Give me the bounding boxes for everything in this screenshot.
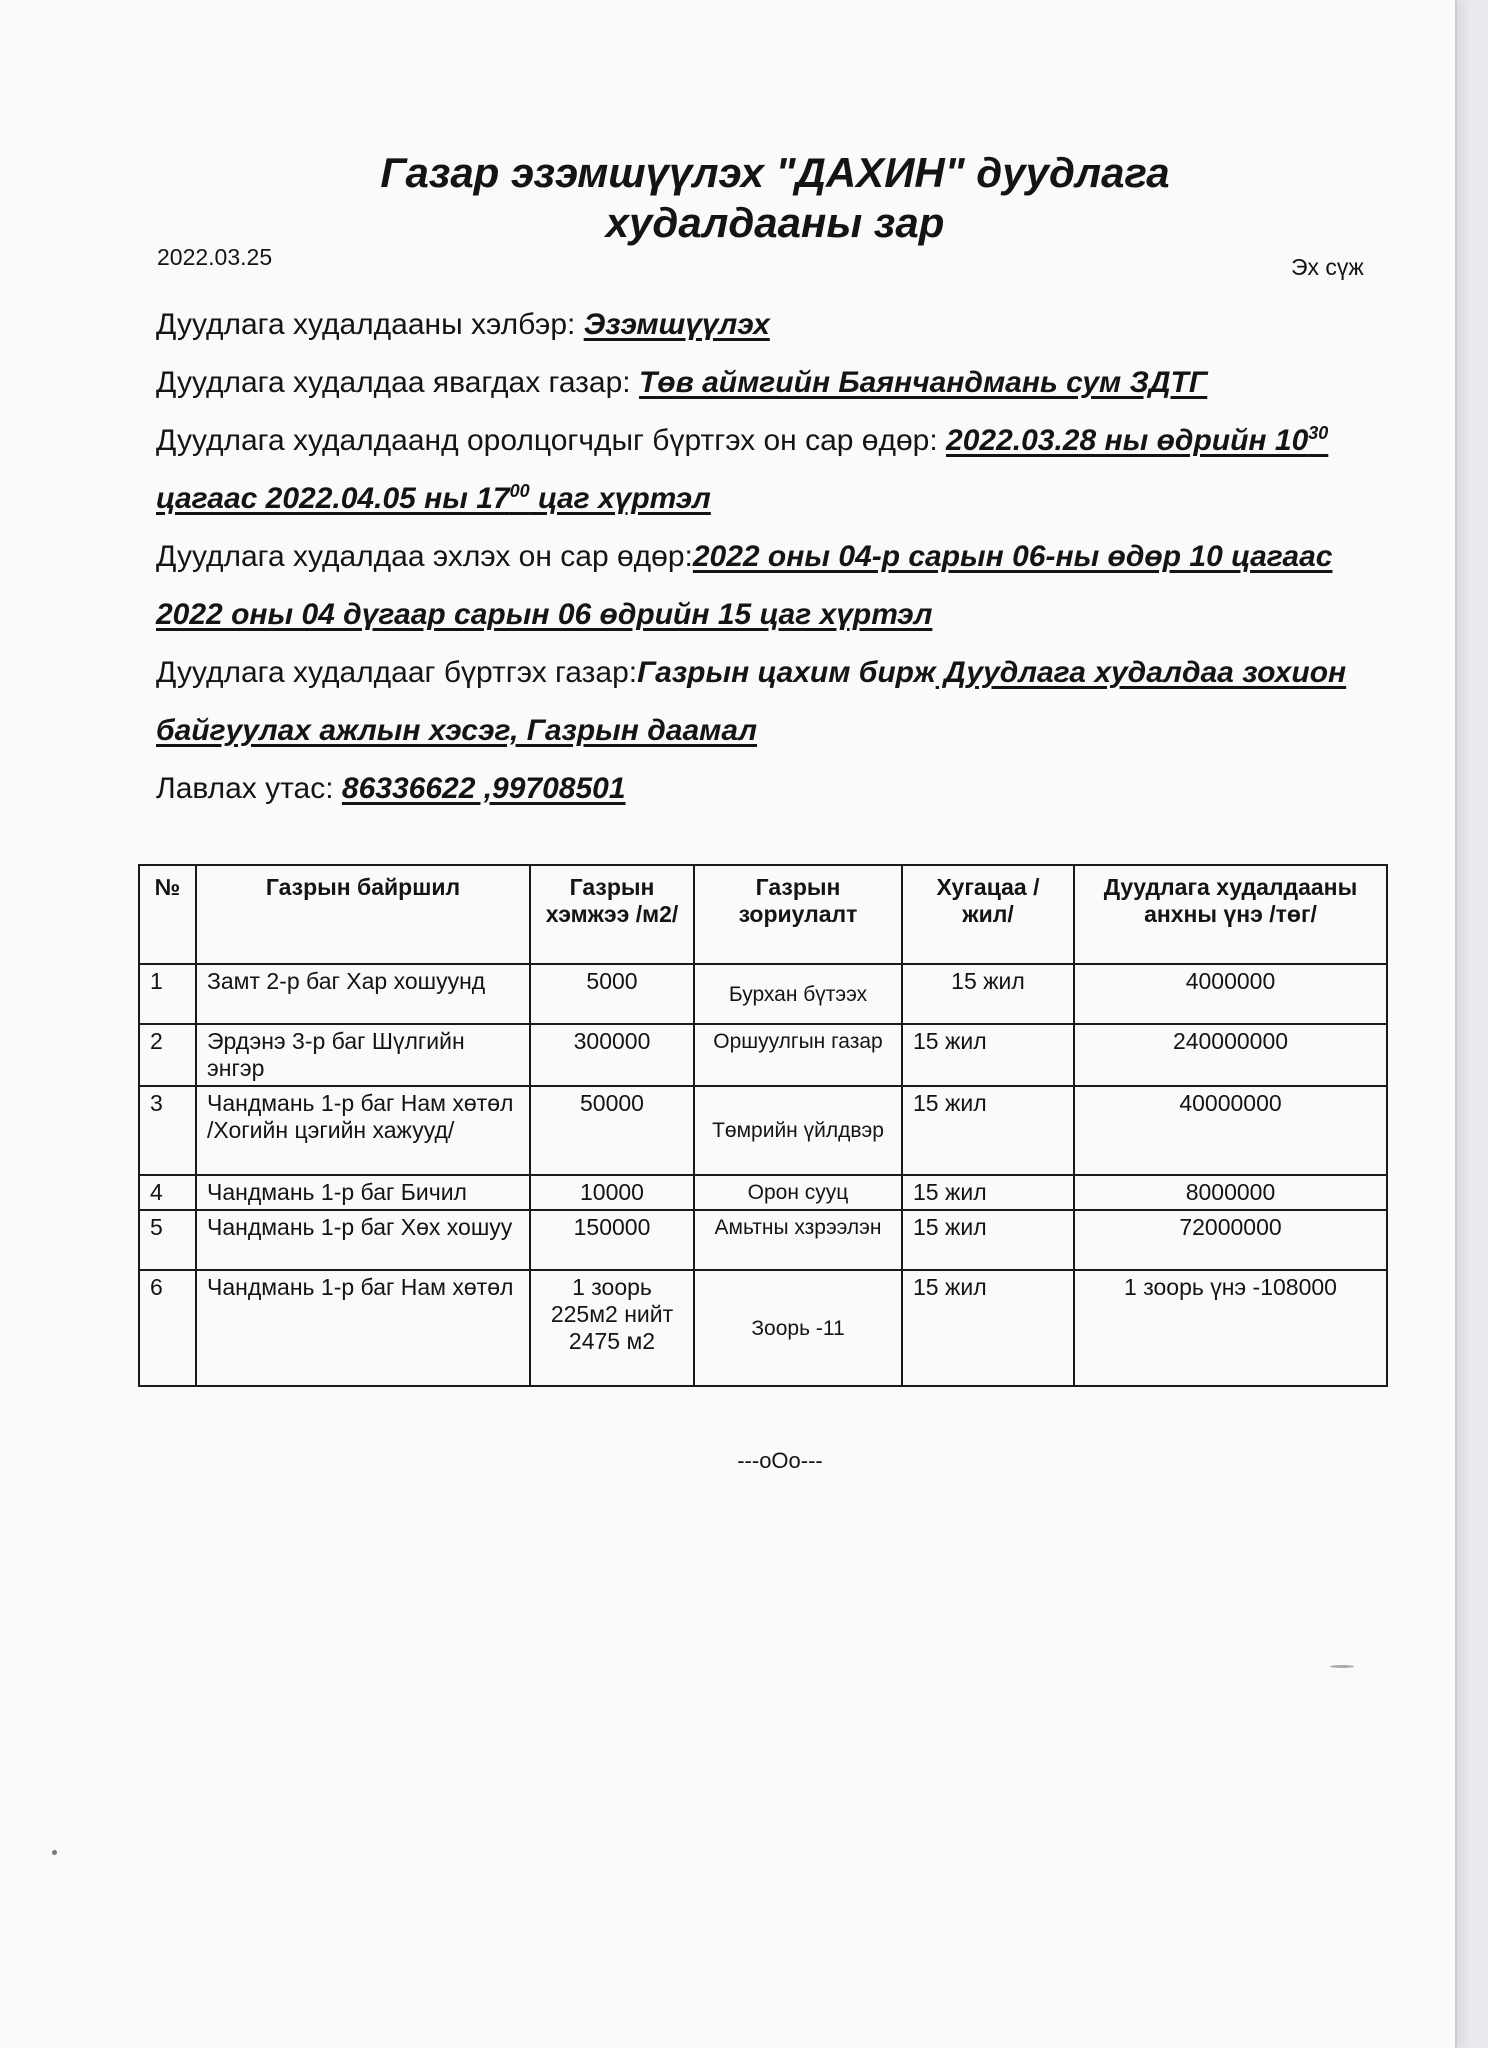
cell-no: 5 xyxy=(139,1210,196,1270)
start-value: 2022 оны 04-р сарын 06-ны өдөр 10 цагаас 2022 оны 04 дүгаар сарын 06 өдрийн 15 цаг хүртэл xyxy=(156,540,1333,631)
cell-purpose: Амьтны хзрээлэн xyxy=(694,1210,902,1270)
cell-price: 1 зоорь үнэ -108000 xyxy=(1074,1270,1387,1386)
table-row xyxy=(139,1210,1387,1270)
cell-size: 50000 xyxy=(530,1086,694,1175)
phone-label: Лавлах утас: xyxy=(156,772,342,805)
table-row xyxy=(139,1086,1387,1175)
cell-price: 40000000 xyxy=(1074,1086,1387,1175)
table-row xyxy=(139,1024,1387,1086)
venue-value: Төв аймгийн Баянчандмань сум ЗДТГ xyxy=(638,366,1208,399)
cell-size: 300000 xyxy=(530,1024,694,1086)
cell-price: 72000000 xyxy=(1074,1210,1387,1270)
start-label: Дуудлага худалдаа эхлэх он сар өдөр: xyxy=(156,540,693,573)
register-place-value-a: Газрын цахим бирж xyxy=(637,656,936,689)
auction-lots-table xyxy=(138,864,1388,1387)
auction-type-value: Эзэмшүүлэх xyxy=(583,308,770,341)
venue-line xyxy=(156,354,1396,412)
cell-term: 15 жил xyxy=(902,1210,1074,1270)
header-term: Хугацаа /жил/ xyxy=(902,865,1074,964)
registration-value-part: цагаас 2022.04.05 ны 17 xyxy=(156,482,510,515)
phone-line xyxy=(156,760,1396,818)
cell-size: 150000 xyxy=(530,1210,694,1270)
cell-no: 1 xyxy=(139,964,196,1024)
scan-speck xyxy=(52,1850,57,1855)
table-row xyxy=(139,1175,1387,1210)
cell-purpose: Зоорь -11 xyxy=(694,1270,902,1386)
register-place-line xyxy=(156,644,1396,760)
cell-no: 2 xyxy=(139,1024,196,1086)
document-source: Эх сүж xyxy=(1291,254,1364,280)
header-location: Газрын байршил xyxy=(196,865,530,964)
registration-time-superscript: 30 xyxy=(1308,423,1329,443)
phone-value: 86336622 ,99708501 xyxy=(341,772,626,805)
cell-no: 6 xyxy=(139,1270,196,1386)
registration-label: Дуудлага худалдаанд оролцогчдыг бүртгэх он сар өдөр: xyxy=(156,424,947,457)
cell-purpose: Төмрийн үйлдвэр xyxy=(694,1086,902,1175)
cell-price: 240000000 xyxy=(1074,1024,1387,1086)
cell-location: Эрдэнэ 3-р баг Шүлгийн энгэр xyxy=(196,1024,530,1086)
cell-purpose: Оршуулгын газар xyxy=(694,1024,902,1086)
registration-line xyxy=(156,412,1396,528)
cell-term: 15 жил xyxy=(902,1270,1074,1386)
document-title xyxy=(300,148,1250,248)
document-footer: ---oOo--- xyxy=(737,1448,823,1473)
title-line-1: Газар эзэмшүүлэх "ДАХИН" дуудлага xyxy=(380,149,1170,196)
auction-type-label: Дуудлага худалдааны хэлбэр: xyxy=(156,308,584,341)
cell-purpose: Орон сууц xyxy=(694,1175,902,1210)
cell-purpose: Бурхан бүтээх xyxy=(694,964,902,1024)
document-date: 2022.03.25 xyxy=(157,244,273,270)
cell-size: 1 зоорь 225м2 нийт 2475 м2 xyxy=(530,1270,694,1386)
header-size: Газрын хэмжээ /м2/ xyxy=(530,865,694,964)
venue-label: Дуудлага худалдаа явагдах газар: xyxy=(156,366,639,399)
cell-location: Чандмань 1-р баг Нам хөтөл /Хогийн цэгийн хажууд/ xyxy=(196,1086,530,1175)
cell-size: 5000 xyxy=(530,964,694,1024)
registration-time-superscript: 00 xyxy=(509,481,530,501)
auction-info xyxy=(156,296,1396,818)
register-place-label: Дуудлага худалдааг бүртгэх газар: xyxy=(156,656,638,689)
cell-location: Замт 2-р баг Хар хошуунд xyxy=(196,964,530,1024)
cell-term: 15 жил xyxy=(902,1086,1074,1175)
table-row xyxy=(139,1270,1387,1386)
register-place-value-b: Дуудлага худалдаа зохион байгуулах ажлын хэсэг, Газрын даамал xyxy=(156,656,1347,747)
header-price: Дуудлага худалдааны анхны үнэ /төг/ xyxy=(1074,865,1387,964)
cell-location: Чандмань 1-р баг Нам хөтөл xyxy=(196,1270,530,1386)
cell-no: 3 xyxy=(139,1086,196,1175)
registration-value-part: 2022.03.28 ны өдрийн 10 xyxy=(946,424,1309,457)
cell-term: 15 жил xyxy=(902,1024,1074,1086)
cell-size: 10000 xyxy=(530,1175,694,1210)
title-line-2: худалдааны зар xyxy=(605,199,945,246)
cell-term: 15 жил xyxy=(902,1175,1074,1210)
cell-price: 4000000 xyxy=(1074,964,1387,1024)
cell-location: Чандмань 1-р баг Бичил xyxy=(196,1175,530,1210)
header-no: № xyxy=(139,865,196,964)
cell-price: 8000000 xyxy=(1074,1175,1387,1210)
table-header-row xyxy=(139,865,1387,964)
table-row xyxy=(139,964,1387,1024)
cell-no: 4 xyxy=(139,1175,196,1210)
header-purpose: Газрын зориулалт xyxy=(694,865,902,964)
scan-speck xyxy=(1330,1665,1354,1668)
registration-value-part: цаг хүртэл xyxy=(529,482,711,515)
auction-type-line xyxy=(156,296,1396,354)
cell-term: 15 жил xyxy=(902,964,1074,1024)
start-line xyxy=(156,528,1396,644)
cell-location: Чандмань 1-р баг Хөх хошуу xyxy=(196,1210,530,1270)
